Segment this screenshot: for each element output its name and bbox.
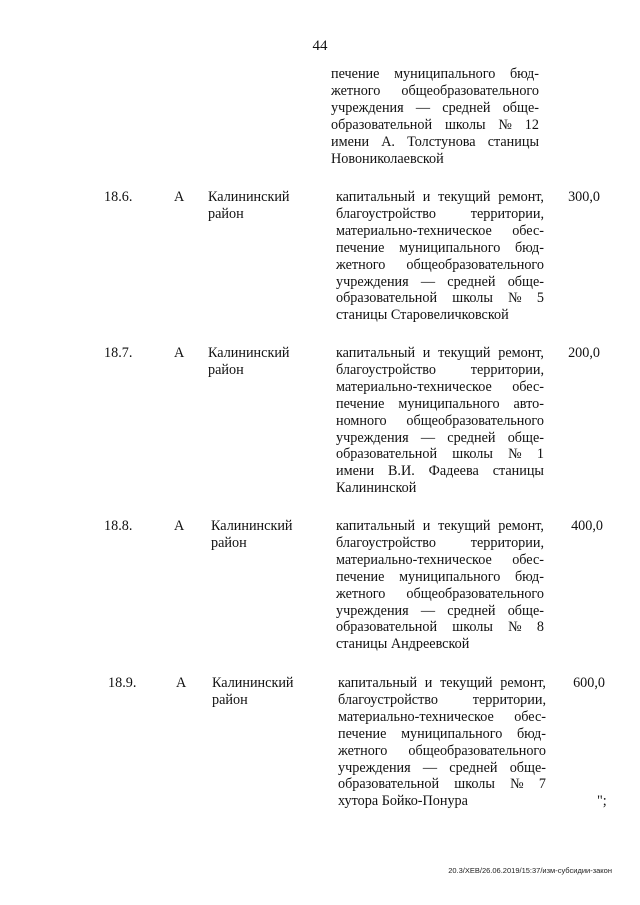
description-word: текущий — [440, 675, 493, 691]
description-word: территории, — [470, 205, 544, 222]
description-word: образовательной — [331, 116, 433, 133]
row-description — [336, 345, 544, 497]
description-word: образовательной — [336, 446, 438, 463]
municipality-line: район — [211, 534, 247, 551]
row-description — [336, 189, 544, 324]
description-word: номного — [336, 412, 387, 429]
description-line — [336, 223, 544, 240]
description-word: школы — [454, 776, 495, 793]
description-line — [336, 569, 544, 586]
description-word: 7 — [538, 776, 546, 793]
description-word: текущий — [438, 189, 491, 205]
description-word: обще- — [507, 429, 544, 446]
description-word: 5 — [536, 290, 544, 307]
description-line — [331, 66, 539, 83]
page-number: 44 — [312, 38, 328, 54]
description-line — [336, 274, 544, 291]
description-word: территории, — [470, 534, 544, 551]
description-word: и — [424, 675, 433, 691]
description-line — [336, 206, 544, 223]
description-word: ремонт, — [498, 345, 544, 361]
description-word: обще- — [509, 759, 546, 776]
description-word: и — [422, 345, 431, 361]
row-description — [338, 675, 546, 810]
description-word: муниципального — [401, 725, 503, 742]
description-word: обес- — [514, 708, 546, 725]
description-line — [338, 726, 546, 743]
description-word: средней — [447, 602, 496, 619]
description-word: обес- — [512, 378, 544, 395]
description-word: 8 — [536, 619, 544, 636]
description-line — [338, 709, 546, 726]
description-line: Калининской — [336, 480, 417, 497]
description-line — [336, 603, 544, 620]
description-line — [336, 189, 544, 206]
description-word: жетного — [336, 256, 386, 273]
description-word: жетного — [336, 585, 386, 602]
description-word: бюд- — [509, 66, 539, 82]
description-word: общеобразовательного — [406, 412, 544, 429]
description-word: благоустройство — [338, 691, 438, 708]
description-word: обес- — [512, 551, 544, 568]
closing-quote-mark: "; — [597, 793, 607, 809]
row-number: 18.6. — [104, 189, 133, 205]
municipality-line: район — [208, 361, 244, 378]
row-category: А — [174, 189, 185, 205]
description-word: общеобразовательного — [406, 585, 544, 602]
description-word: станицы — [492, 463, 544, 480]
description-word: № — [508, 290, 522, 307]
description-word: образовательной — [336, 290, 438, 307]
description-word: — — [415, 99, 431, 116]
description-word: капитальный — [336, 345, 416, 361]
description-word: территории, — [470, 361, 544, 378]
description-word: станицы — [487, 133, 539, 150]
description-word: учреждения — [331, 99, 404, 116]
description-word: муниципального — [399, 239, 501, 256]
description-word: средней — [447, 273, 496, 290]
row-number: 18.8. — [104, 518, 133, 534]
description-line: станицы Андреевской — [336, 636, 470, 653]
description-word: школы — [452, 290, 493, 307]
footer-document-code: 20.3/ХЕВ/26.06.2019/15:37/изм-субсидии-закон — [448, 866, 612, 875]
description-word: — — [420, 273, 436, 290]
description-word: авто- — [513, 395, 544, 412]
row-category: А — [174, 518, 185, 534]
description-word: муниципального — [394, 66, 496, 82]
description-word: жетного — [331, 82, 381, 99]
municipality-line: Калининский — [208, 345, 290, 361]
row-amount: 600,0 — [573, 675, 605, 691]
description-word: 12 — [524, 116, 539, 133]
row-category: А — [176, 675, 187, 691]
description-line: хутора Бойко-Понура — [338, 793, 468, 810]
description-line — [338, 743, 546, 760]
description-word: № — [508, 446, 522, 463]
description-line — [336, 535, 544, 552]
municipality-line: Калининский — [208, 189, 290, 205]
row-municipality — [208, 345, 308, 379]
description-word: материально-техническое — [336, 222, 492, 239]
description-word: ремонт, — [498, 189, 544, 205]
description-word: — — [420, 429, 436, 446]
description-word: учреждения — [336, 429, 409, 446]
row-municipality — [211, 518, 311, 552]
description-word: № — [510, 776, 524, 793]
description-word: А. — [381, 133, 395, 150]
description-word: общеобразовательного — [401, 82, 539, 99]
description-word: 1 — [536, 446, 544, 463]
description-line — [331, 100, 539, 117]
description-line — [336, 413, 544, 430]
description-word: обес- — [512, 222, 544, 239]
description-word: учреждения — [336, 602, 409, 619]
municipality-line: район — [208, 205, 244, 222]
description-line — [336, 586, 544, 603]
description-word: школы — [452, 619, 493, 636]
description-line — [336, 552, 544, 569]
description-word: материально-техническое — [336, 551, 492, 568]
description-word: и — [422, 189, 431, 205]
description-word: имени — [336, 463, 375, 480]
description-word: печение — [336, 239, 385, 256]
description-word: средней — [442, 99, 491, 116]
row-amount: 300,0 — [568, 189, 600, 205]
description-word: капитальный — [338, 675, 418, 691]
description-word: школы — [444, 116, 486, 133]
municipality-line: район — [212, 691, 248, 708]
description-word: ремонт, — [498, 518, 544, 534]
description-word: печение — [336, 395, 385, 412]
description-word: — — [420, 602, 436, 619]
municipality-line: Калининский — [212, 675, 294, 691]
description-word: имени — [331, 133, 370, 150]
description-line — [336, 430, 544, 447]
description-word: материально-техническое — [336, 378, 492, 395]
row-category: А — [174, 345, 185, 361]
description-word: территории, — [472, 691, 546, 708]
description-word: бюд- — [514, 568, 544, 585]
description-word: — — [422, 759, 438, 776]
description-word: В.И. — [387, 463, 415, 480]
description-word: капитальный — [336, 518, 416, 534]
description-line — [336, 518, 544, 535]
description-word: школы — [452, 446, 493, 463]
description-line — [336, 463, 544, 480]
description-word: обще- — [507, 602, 544, 619]
description-line — [336, 619, 544, 636]
description-word: № — [498, 116, 512, 133]
description-word: капитальный — [336, 189, 416, 205]
description-word: печение — [338, 725, 387, 742]
description-line — [338, 776, 546, 793]
description-line — [331, 83, 539, 100]
row-amount: 200,0 — [568, 345, 600, 361]
description-word: материально-техническое — [338, 708, 494, 725]
description-line — [331, 134, 539, 151]
description-line — [336, 362, 544, 379]
description-word: общеобразовательного — [408, 742, 546, 759]
row-description — [336, 518, 544, 653]
description-word: учреждения — [338, 759, 411, 776]
row-number: 18.9. — [108, 675, 137, 691]
description-word: ремонт, — [500, 675, 546, 691]
description-word: обще- — [502, 99, 539, 116]
description-line: станицы Старовеличковской — [336, 307, 509, 324]
description-line — [336, 257, 544, 274]
description-word: обще- — [507, 273, 544, 290]
row-amount: 400,0 — [571, 518, 603, 534]
description-word: печение — [331, 66, 380, 82]
description-word: и — [422, 518, 431, 534]
description-line — [336, 446, 544, 463]
description-line — [336, 379, 544, 396]
description-line — [338, 760, 546, 777]
continuation-description — [331, 66, 539, 167]
description-line — [338, 675, 546, 692]
row-municipality — [208, 189, 308, 223]
description-word: № — [508, 619, 522, 636]
description-word: благоустройство — [336, 205, 436, 222]
municipality-line: Калининский — [211, 518, 293, 534]
description-word: текущий — [438, 345, 491, 361]
description-line — [336, 240, 544, 257]
description-word: общеобразовательного — [406, 256, 544, 273]
description-line — [336, 290, 544, 307]
description-line: Новониколаевской — [331, 150, 444, 167]
description-word: благоустройство — [336, 361, 436, 378]
description-word: жетного — [338, 742, 388, 759]
description-word: муниципального — [399, 568, 501, 585]
description-line — [331, 117, 539, 134]
description-word: учреждения — [336, 273, 409, 290]
description-word: бюд- — [516, 725, 546, 742]
row-municipality — [212, 675, 312, 709]
description-word: бюд- — [514, 239, 544, 256]
description-word: средней — [447, 429, 496, 446]
description-word: печение — [336, 568, 385, 585]
row-number: 18.7. — [104, 345, 133, 361]
description-line — [336, 396, 544, 413]
description-word: средней — [449, 759, 498, 776]
description-word: текущий — [438, 518, 491, 534]
description-line — [336, 345, 544, 362]
description-word: Фадеева — [428, 463, 479, 480]
description-word: муниципального — [398, 395, 500, 412]
description-word: образовательной — [338, 776, 440, 793]
description-word: Толстунова — [407, 133, 476, 150]
description-word: образовательной — [336, 619, 438, 636]
description-word: благоустройство — [336, 534, 436, 551]
description-line — [338, 692, 546, 709]
